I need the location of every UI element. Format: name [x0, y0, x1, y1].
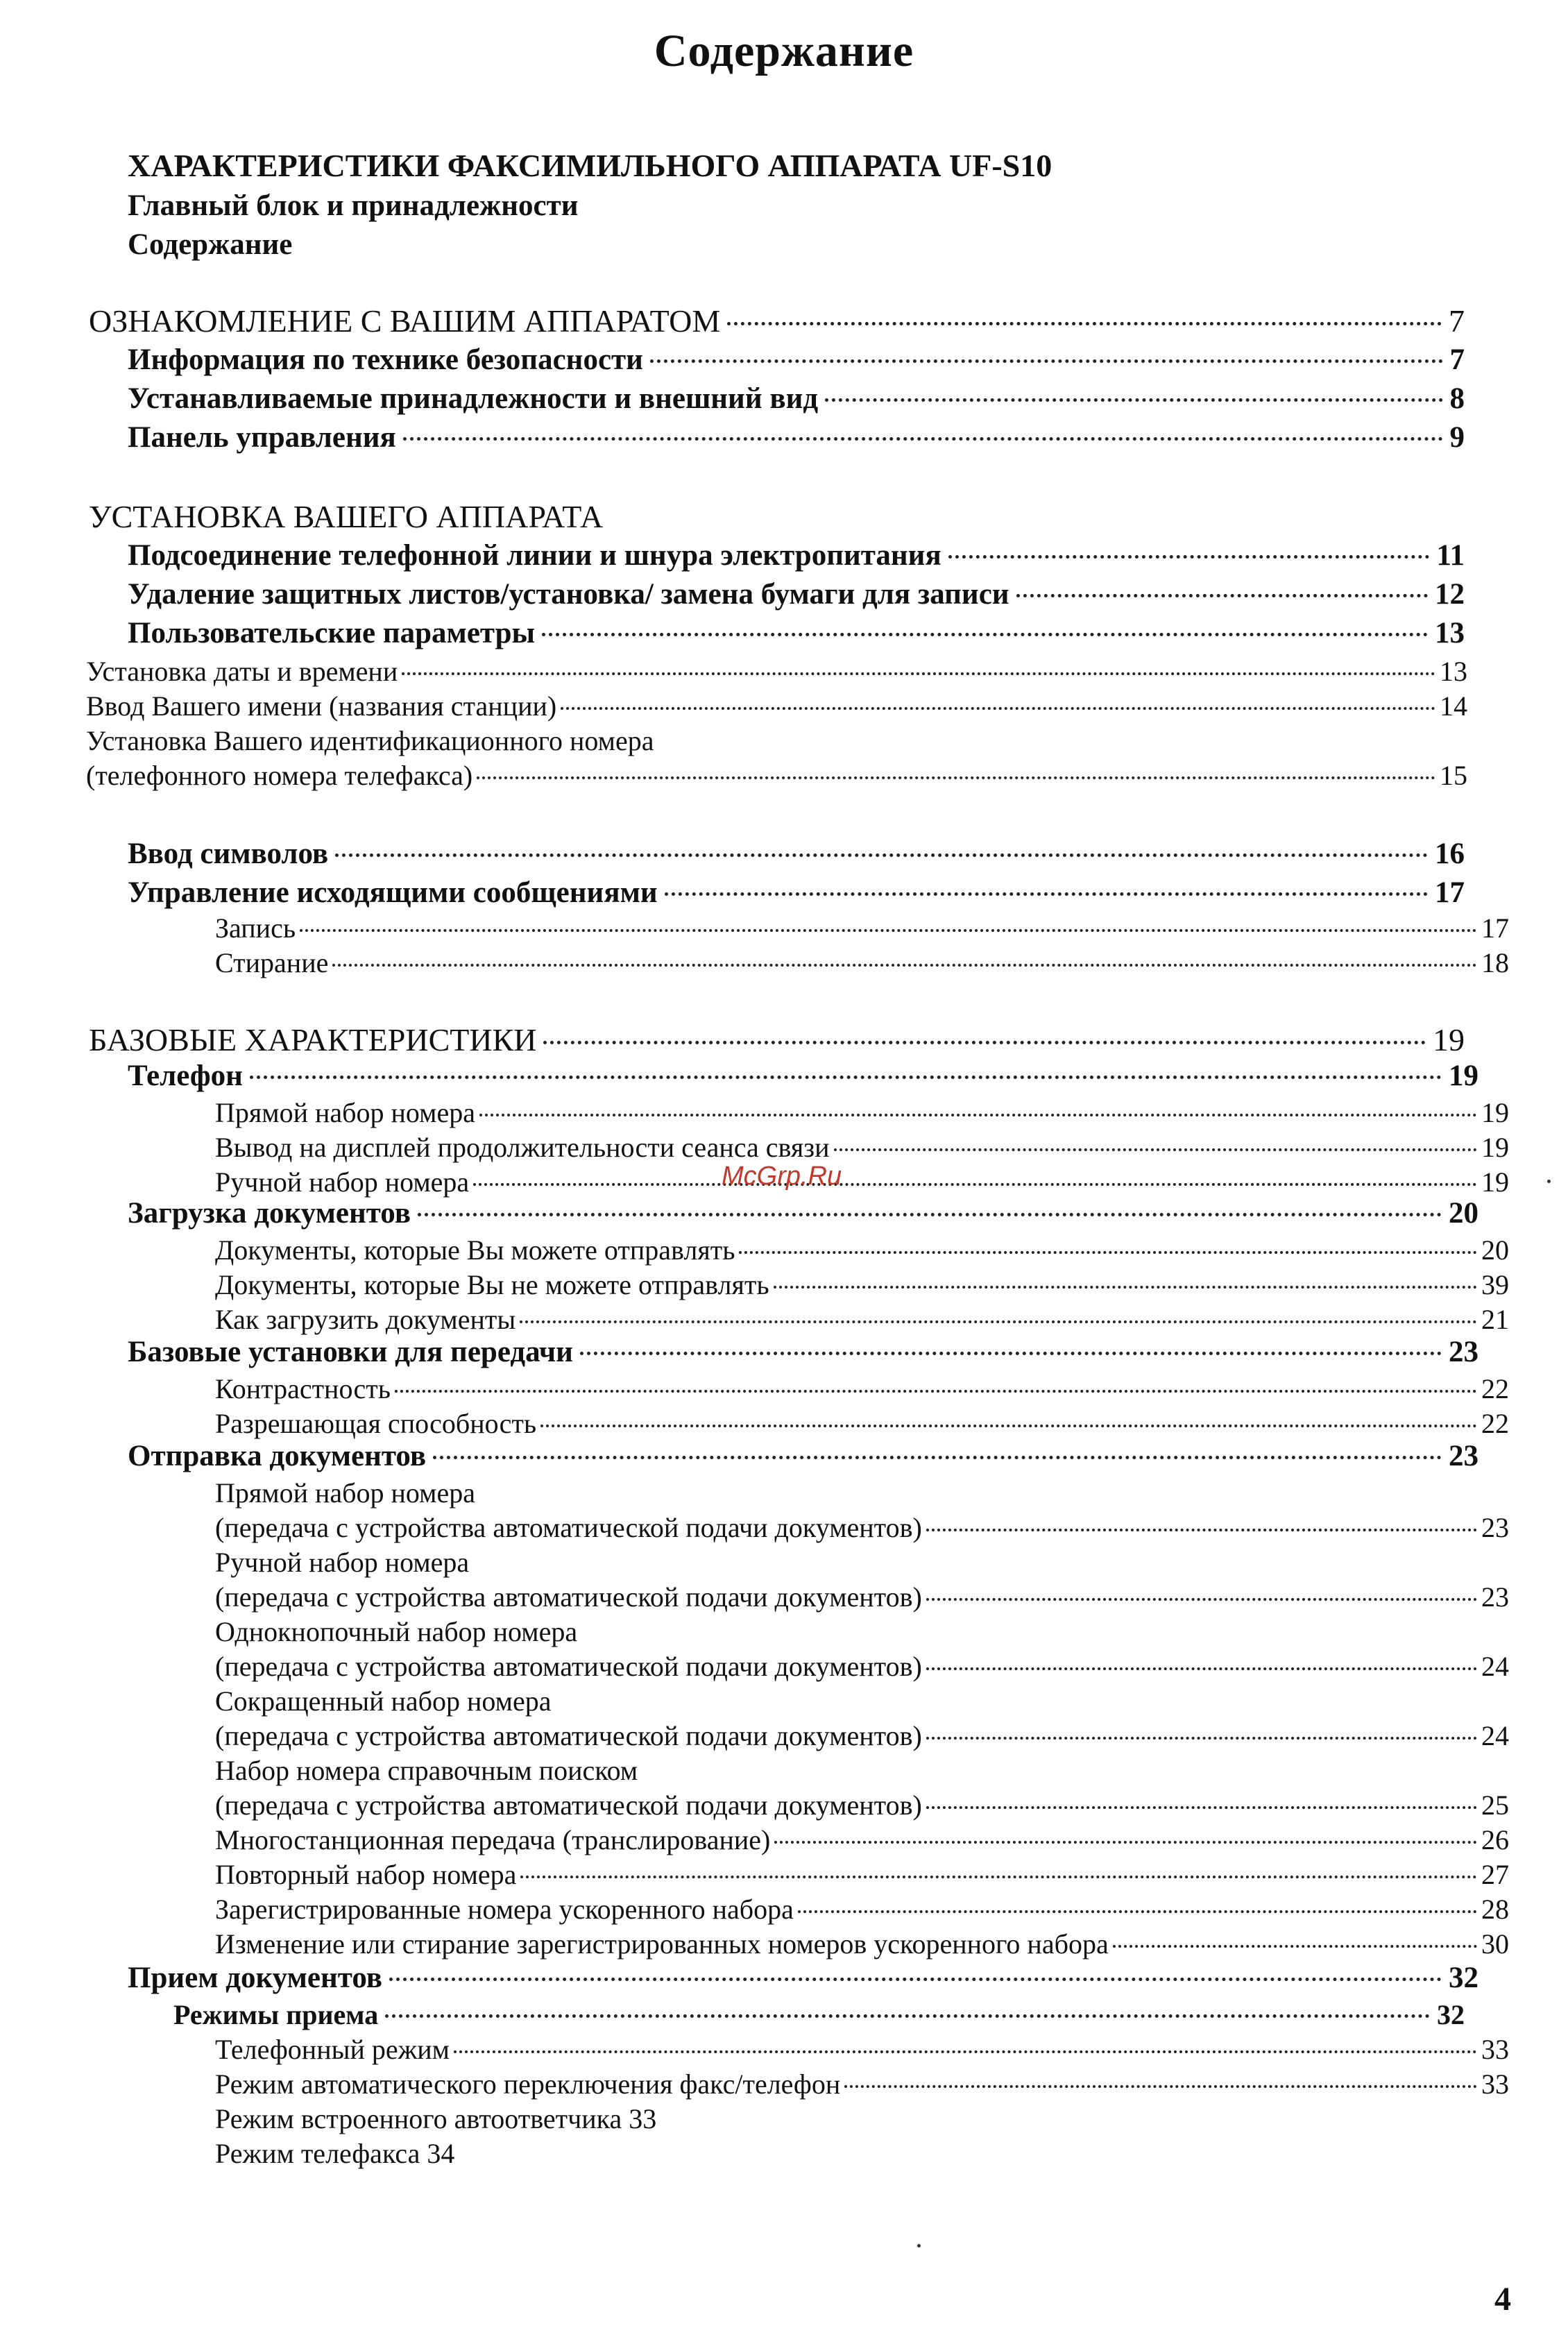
toc-item-label: Режим телефакса 34 — [215, 2138, 455, 2169]
toc-item-label: Установка Вашего идентификационного номера — [86, 725, 654, 756]
leader-dots — [473, 1183, 1477, 1186]
leader-dots — [834, 1148, 1478, 1151]
section-title: БАЗОВЫЕ ХАРАКТЕРИСТИКИ — [89, 1022, 537, 1057]
page-number: 4 — [1494, 2281, 1511, 2318]
toc-section[interactable] — [89, 303, 1465, 339]
leader-dots — [825, 398, 1442, 402]
toc-item[interactable] — [86, 655, 1467, 688]
leader-dots — [543, 1041, 1426, 1044]
page-ref: 12 — [1435, 578, 1465, 611]
item-label: Изменение или стирание зарегистрированных номеров ускоренного набора — [215, 1928, 1109, 1960]
item-label: Запись — [215, 912, 296, 944]
item-label: Как загрузить документы — [215, 1304, 516, 1335]
leader-dots — [774, 1841, 1477, 1844]
toc-item-label: Однокнопочный набор номера — [215, 1616, 578, 1647]
toc-item-label: Ручной набор номера — [215, 1547, 470, 1578]
leader-dots — [580, 1352, 1442, 1355]
page-ref: 23 — [1449, 1336, 1478, 1368]
page-ref: 22 — [1481, 1373, 1509, 1404]
toc-entry[interactable] — [128, 1961, 1478, 1995]
item-label: (передача с устройства автоматической подачи документов) — [215, 1512, 922, 1543]
leader-dots — [561, 707, 1435, 710]
toc-entry[interactable] — [128, 837, 1465, 871]
item-label: (передача с устройства автоматической подачи документов) — [215, 1651, 922, 1682]
leader-dots — [926, 1806, 1477, 1809]
toc-item[interactable] — [215, 912, 1509, 944]
page-ref: 16 — [1435, 838, 1465, 870]
item-label: Зарегистрированные номера ускоренного набора — [215, 1894, 794, 1925]
page-ref: 13 — [1440, 656, 1467, 687]
page-ref: 18 — [1481, 947, 1509, 978]
page-ref: 17 — [1435, 876, 1465, 909]
leader-dots — [727, 322, 1442, 325]
item-label: (передача с устройства автоматической подачи документов) — [215, 1790, 922, 1821]
leader-dots — [926, 1529, 1477, 1531]
leader-dots — [650, 359, 1443, 363]
toc-entry[interactable] — [128, 616, 1465, 650]
toc-item[interactable] — [215, 1268, 1509, 1301]
leader-dots — [385, 2014, 1430, 2018]
intro-line: Главный блок и принадлежности — [128, 189, 579, 222]
item-label: Контрастность — [215, 1373, 391, 1404]
leader-dots — [1113, 1945, 1477, 1948]
entry-label: Телефон — [128, 1060, 243, 1092]
leader-dots — [798, 1910, 1477, 1913]
leader-dots — [335, 853, 1428, 857]
entry-label: Ввод символов — [128, 838, 329, 870]
leader-dots — [520, 1320, 1477, 1323]
toc-entry[interactable] — [128, 1059, 1478, 1093]
item-label: Повторный набор номера — [215, 1859, 517, 1890]
toc-item-label: Сокращенный набор номера — [215, 1685, 552, 1717]
scan-speck — [917, 2244, 921, 2247]
toc-entry[interactable] — [128, 1335, 1478, 1369]
page-ref: 23 — [1481, 1512, 1509, 1543]
leader-dots — [540, 1425, 1477, 1427]
leader-dots — [395, 1390, 1477, 1393]
page-ref: 24 — [1481, 1651, 1509, 1682]
leader-dots — [479, 1114, 1477, 1116]
toc-item[interactable] — [215, 1824, 1509, 1856]
toc-entry[interactable] — [128, 420, 1465, 454]
leader-dots — [250, 1076, 1442, 1079]
entry-label: Режимы приема — [173, 1999, 379, 2030]
leader-dots — [454, 2050, 1477, 2053]
leader-dots — [433, 1456, 1442, 1459]
leader-dots — [926, 1667, 1477, 1670]
page-ref: 32 — [1449, 1962, 1478, 1994]
leader-dots — [1016, 594, 1428, 597]
page-ref: 19 — [1433, 1022, 1465, 1057]
toc-item[interactable] — [86, 690, 1467, 722]
leader-dots — [520, 1876, 1477, 1878]
toc-item[interactable] — [215, 1166, 1509, 1198]
toc-entry[interactable] — [128, 577, 1465, 611]
toc-item[interactable] — [86, 759, 1467, 792]
watermark: McGrp.Ru — [722, 1162, 842, 1191]
toc-item[interactable] — [215, 1789, 1509, 1821]
toc-item-label: Набор номера справочным поиском — [215, 1755, 638, 1786]
toc-item[interactable] — [215, 1234, 1509, 1266]
item-label: Разрешающая способность — [215, 1408, 537, 1439]
leader-dots — [389, 1978, 1442, 1981]
toc-item[interactable] — [215, 1407, 1509, 1440]
entry-label: Подсоединение телефонной линии и шнура электропитания — [128, 539, 941, 572]
leader-dots — [300, 929, 1477, 932]
page-ref: 28 — [1481, 1894, 1509, 1925]
item-label: Документы, которые Вы не можете отправлять — [215, 1269, 769, 1300]
page-ref: 23 — [1481, 1581, 1509, 1613]
page-ref: 32 — [1437, 1999, 1465, 2030]
entry-label: Информация по технике безопасности — [128, 343, 643, 376]
page-ref: 30 — [1481, 1928, 1509, 1960]
page-ref: 14 — [1440, 690, 1467, 722]
toc-entry[interactable] — [128, 382, 1465, 416]
item-label: Многостанционная передача (транслирование) — [215, 1824, 771, 1855]
toc-entry[interactable] — [128, 1439, 1478, 1473]
entry-label: Загрузка документов — [128, 1197, 411, 1230]
intro-line: Содержание — [128, 228, 293, 261]
leader-dots — [948, 555, 1430, 559]
leader-dots — [739, 1251, 1477, 1254]
leader-dots — [774, 1286, 1477, 1289]
page-ref: 11 — [1436, 539, 1465, 572]
leader-dots — [926, 1737, 1477, 1740]
toc-entry[interactable] — [128, 876, 1465, 910]
page-ref: 19 — [1481, 1166, 1509, 1198]
page-ref: 33 — [1481, 2034, 1509, 2065]
toc-item[interactable] — [215, 1928, 1509, 1960]
page-ref: 23 — [1449, 1440, 1478, 1472]
entry-label: Прием документов — [128, 1962, 382, 1994]
toc-item[interactable] — [215, 1581, 1509, 1613]
item-label: Стирание — [215, 947, 329, 978]
toc-subentry[interactable] — [173, 1998, 1465, 2031]
toc-entry[interactable] — [128, 343, 1465, 377]
toc-item[interactable] — [215, 2033, 1509, 2066]
toc-item[interactable] — [215, 1858, 1509, 1891]
page-ref: 15 — [1440, 760, 1467, 791]
toc-item[interactable] — [215, 1303, 1509, 1336]
entry-label: Пользовательские параметры — [128, 617, 536, 649]
leader-dots — [477, 776, 1435, 779]
page-ref: 21 — [1481, 1304, 1509, 1335]
page-ref: 17 — [1481, 912, 1509, 944]
page-ref: 24 — [1481, 1720, 1509, 1751]
page-ref: 19 — [1481, 1132, 1509, 1163]
toc-item[interactable] — [215, 946, 1509, 979]
leader-dots — [403, 437, 1443, 441]
toc-item[interactable] — [215, 1373, 1509, 1405]
item-label: (телефонного номера телефакса) — [86, 760, 473, 791]
toc-item[interactable] — [215, 1131, 1509, 1164]
item-label: Установка даты и времени — [86, 656, 398, 687]
entry-label: Базовые установки для передачи — [128, 1336, 573, 1368]
toc-section[interactable] — [89, 1021, 1465, 1058]
page-ref: 7 — [1449, 303, 1465, 339]
page-ref: 25 — [1481, 1790, 1509, 1821]
toc-entry[interactable] — [128, 538, 1465, 572]
section-title: ОЗНАКОМЛЕНИЕ С ВАШИМ АППАРАТОМ — [89, 303, 721, 339]
page-ref: 20 — [1449, 1197, 1478, 1230]
toc-item-label: Режим встроенного автоответчика 33 — [215, 2103, 657, 2134]
leader-dots — [844, 2085, 1477, 2088]
toc-item[interactable] — [215, 1893, 1509, 1926]
page-title: Содержание — [654, 26, 914, 76]
entry-label: Устанавливаемые принадлежности и внешний вид — [128, 382, 819, 415]
scan-speck — [1547, 1180, 1551, 1183]
leader-dots — [926, 1598, 1477, 1601]
entry-label: Отправка документов — [128, 1440, 427, 1472]
page-ref: 20 — [1481, 1234, 1509, 1266]
page-ref: 39 — [1481, 1269, 1509, 1300]
item-label: (передача с устройства автоматической подачи документов) — [215, 1720, 922, 1751]
page-ref: 26 — [1481, 1824, 1509, 1855]
section-title: УСТАНОВКА ВАШЕГО АППАРАТА — [89, 499, 604, 534]
intro-heading: ХАРАКТЕРИСТИКИ ФАКСИМИЛЬНОГО АППАРАТА UF-S10 — [128, 148, 1053, 183]
toc-entry[interactable] — [128, 1196, 1478, 1230]
entry-label: Управление исходящими сообщениями — [128, 876, 658, 909]
toc-item[interactable] — [215, 1096, 1509, 1129]
leader-dots — [542, 633, 1428, 636]
page-ref: 22 — [1481, 1408, 1509, 1439]
entry-label: Удаление защитных листов/установка/ замена бумаги для записи — [128, 578, 1009, 611]
item-label: Ввод Вашего имени (названия станции) — [86, 690, 557, 722]
item-label: Телефонный режим — [215, 2034, 450, 2065]
item-label: Ручной набор номера — [215, 1166, 470, 1198]
page-ref: 13 — [1435, 617, 1465, 649]
leader-dots — [332, 964, 1477, 967]
page-ref: 19 — [1481, 1097, 1509, 1128]
leader-dots — [665, 892, 1428, 896]
toc-item-label: Прямой набор номера — [215, 1477, 475, 1509]
item-label: Режим автоматического переключения факс/телефон — [215, 2068, 841, 2100]
item-label: (передача с устройства автоматической подачи документов) — [215, 1581, 922, 1613]
toc-item[interactable] — [215, 2068, 1509, 2100]
entry-label: Панель управления — [128, 421, 396, 454]
item-label: Документы, которые Вы можете отправлять — [215, 1234, 735, 1266]
leader-dots — [402, 672, 1435, 675]
page-ref: 8 — [1449, 382, 1465, 415]
page-ref: 9 — [1449, 421, 1465, 454]
item-label: Вывод на дисплей продолжительности сеанса связи — [215, 1132, 830, 1163]
page-ref: 27 — [1481, 1859, 1509, 1890]
page-ref: 19 — [1449, 1060, 1478, 1092]
item-label: Прямой набор номера — [215, 1097, 475, 1128]
leader-dots — [418, 1213, 1442, 1216]
toc-item[interactable] — [215, 1719, 1509, 1752]
page-ref: 33 — [1481, 2068, 1509, 2100]
page-ref: 7 — [1449, 343, 1465, 376]
toc-item[interactable] — [215, 1650, 1509, 1683]
toc-item[interactable] — [215, 1511, 1509, 1544]
